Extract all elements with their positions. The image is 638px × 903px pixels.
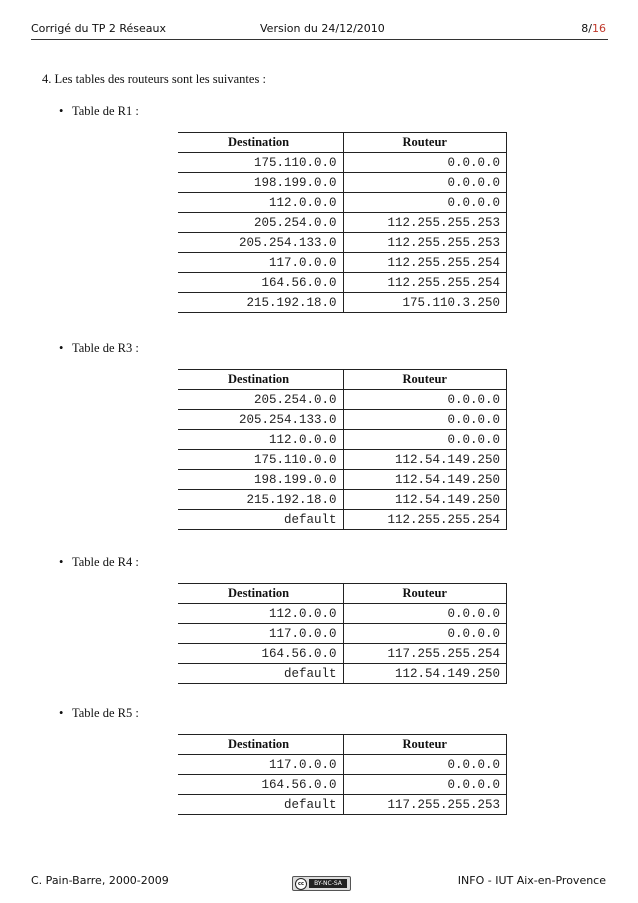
col-header-destination: Destination xyxy=(178,735,343,755)
table-row xyxy=(178,795,507,815)
destination-cell: default xyxy=(178,510,343,530)
router-cell: 0.0.0.0 xyxy=(343,390,507,410)
destination-cell: 175.110.0.0 xyxy=(178,450,343,470)
router-cell: 117.255.255.253 xyxy=(343,795,507,815)
router-cell: 112.255.255.253 xyxy=(343,213,507,233)
destination-cell: 175.110.0.0 xyxy=(178,153,343,173)
page-footer xyxy=(31,863,608,903)
destination-cell: 215.192.18.0 xyxy=(178,490,343,510)
router-cell: 0.0.0.0 xyxy=(343,624,507,644)
col-header-destination: Destination xyxy=(178,584,343,604)
footer-institution: INFO - IUT Aix-en-Provence xyxy=(457,874,606,887)
destination-cell: 205.254.0.0 xyxy=(178,390,343,410)
table-label-r1: Table de R1 : xyxy=(72,104,139,118)
table-row xyxy=(178,233,507,253)
table-label-r4: Table de R4 : xyxy=(72,555,139,569)
table-row xyxy=(178,410,507,430)
router-cell: 112.255.255.253 xyxy=(343,233,507,253)
router-cell: 0.0.0.0 xyxy=(343,153,507,173)
router-cell: 0.0.0.0 xyxy=(343,604,507,624)
destination-cell: 117.0.0.0 xyxy=(178,624,343,644)
router-cell: 112.255.255.254 xyxy=(343,273,507,293)
bullet-r1 xyxy=(59,104,139,119)
destination-cell: 215.192.18.0 xyxy=(178,293,343,313)
bullet-icon: • xyxy=(59,706,64,720)
cc-logo: cc xyxy=(295,878,307,890)
table-row xyxy=(178,430,507,450)
destination-cell: 112.0.0.0 xyxy=(178,604,343,624)
col-header-destination: Destination xyxy=(178,133,343,153)
table-row xyxy=(178,153,507,173)
destination-cell: 198.199.0.0 xyxy=(178,470,343,490)
footer-author: C. Pain-Barre, 2000-2009 xyxy=(31,874,169,887)
router-cell: 0.0.0.0 xyxy=(343,755,507,775)
bullet-r5 xyxy=(59,706,139,721)
table-label-r5: Table de R5 : xyxy=(72,706,139,720)
destination-cell: 164.56.0.0 xyxy=(178,273,343,293)
bullet-icon: • xyxy=(59,341,64,355)
table-row xyxy=(178,490,507,510)
header-title: Corrigé du TP 2 Réseaux xyxy=(31,22,166,35)
page-number xyxy=(581,22,606,35)
destination-cell: 117.0.0.0 xyxy=(178,755,343,775)
router-cell: 0.0.0.0 xyxy=(343,410,507,430)
routing-table-r1 xyxy=(178,132,507,313)
col-header-routeur: Routeur xyxy=(343,133,507,153)
routing-table-r4 xyxy=(178,583,507,684)
destination-cell: default xyxy=(178,664,343,684)
col-header-destination: Destination xyxy=(178,370,343,390)
routing-table-r3 xyxy=(178,369,507,530)
router-cell: 112.255.255.254 xyxy=(343,510,507,530)
table-row xyxy=(178,273,507,293)
col-header-routeur: Routeur xyxy=(343,584,507,604)
destination-cell: 112.0.0.0 xyxy=(178,193,343,213)
table-row xyxy=(178,193,507,213)
router-cell: 112.255.255.254 xyxy=(343,253,507,273)
item-4-text: 4. Les tables des routeurs sont les suivantes : xyxy=(42,72,266,86)
table-row xyxy=(178,510,507,530)
destination-cell: 205.254.0.0 xyxy=(178,213,343,233)
table-row xyxy=(178,664,507,684)
table-row xyxy=(178,604,507,624)
table-row xyxy=(178,253,507,273)
destination-cell: 117.0.0.0 xyxy=(178,253,343,273)
bullet-r3 xyxy=(59,341,139,356)
router-cell: 112.54.149.250 xyxy=(343,470,507,490)
creative-commons-icon[interactable] xyxy=(292,876,351,891)
router-cell: 117.255.255.254 xyxy=(343,644,507,664)
table-row xyxy=(178,775,507,795)
page-current: 8/ xyxy=(581,22,592,35)
table-row xyxy=(178,644,507,664)
router-cell: 112.54.149.250 xyxy=(343,490,507,510)
table-row xyxy=(178,755,507,775)
bullet-icon: • xyxy=(59,555,64,569)
router-cell: 0.0.0.0 xyxy=(343,430,507,450)
bullet-r4 xyxy=(59,555,139,570)
table-row xyxy=(178,173,507,193)
header-rule xyxy=(31,39,608,40)
router-cell: 0.0.0.0 xyxy=(343,775,507,795)
destination-cell: 205.254.133.0 xyxy=(178,410,343,430)
bullet-icon: • xyxy=(59,104,64,118)
destination-cell: 198.199.0.0 xyxy=(178,173,343,193)
table-row xyxy=(178,293,507,313)
router-cell: 175.110.3.250 xyxy=(343,293,507,313)
destination-cell: 112.0.0.0 xyxy=(178,430,343,450)
page-total-link[interactable]: 16 xyxy=(592,22,606,35)
license-badge-text: BY-NC-SA xyxy=(309,879,347,888)
table-row xyxy=(178,390,507,410)
destination-cell: 205.254.133.0 xyxy=(178,233,343,253)
router-cell: 112.54.149.250 xyxy=(343,664,507,684)
router-cell: 112.54.149.250 xyxy=(343,450,507,470)
table-row xyxy=(178,450,507,470)
table-row xyxy=(178,470,507,490)
destination-cell: 164.56.0.0 xyxy=(178,644,343,664)
col-header-routeur: Routeur xyxy=(343,370,507,390)
col-header-routeur: Routeur xyxy=(343,735,507,755)
table-row xyxy=(178,624,507,644)
header-version: Version du 24/12/2010 xyxy=(260,22,385,35)
table-row xyxy=(178,213,507,233)
router-cell: 0.0.0.0 xyxy=(343,193,507,213)
destination-cell: default xyxy=(178,795,343,815)
router-cell: 0.0.0.0 xyxy=(343,173,507,193)
page-header xyxy=(31,20,608,38)
table-label-r3: Table de R3 : xyxy=(72,341,139,355)
routing-table-r5 xyxy=(178,734,507,815)
destination-cell: 164.56.0.0 xyxy=(178,775,343,795)
